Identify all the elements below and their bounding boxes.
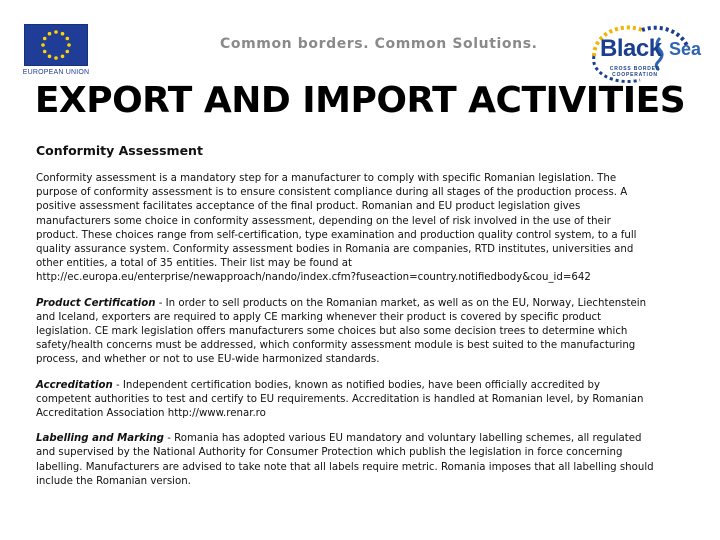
paragraph-accreditation <box>36 379 656 422</box>
eu-stars-icon <box>25 25 87 65</box>
slide-title: EXPORT AND IMPORT ACTIVITIES <box>34 80 686 121</box>
paragraph-labelling <box>36 432 656 489</box>
paragraph-body: - In order to sell products on the Romanian market, as well as on the EU, Norway, Liechtenstein and Iceland, exporters are required to apply CE marking whenever their product is covered by specific product legislation. CE mark legislation offers manufacturers some choices but also some decision trees to determine which safety/health concerns must be addressed, which conformity assessment module is best suited to the manufacturing process, and whether or not to use EU-wide harmonized standards. <box>36 297 647 366</box>
black-sea-word-sea: Sea <box>669 39 702 59</box>
paragraph-lead: Accreditation <box>36 379 113 391</box>
slide-header <box>0 0 720 85</box>
paragraph-lead: Product Certification <box>36 297 156 309</box>
section-subtitle: Conformity Assessment <box>36 143 203 158</box>
paragraph-body: - Romania has adopted various EU mandatory and voluntary labelling schemes, all regulated and supervised by the National Authority for Consumer Protection which publish the legislation in force concerning labelling. Manufacturers are advised to take note that all labels require metric. Romania imposes that all labelling should include the Romanian version. <box>36 433 654 487</box>
black-sea-subtitle-line1: CROSS BORDER <box>609 66 661 72</box>
paragraph-lead: Labelling and Marking <box>36 433 164 445</box>
paragraph-product-certification <box>36 297 656 368</box>
black-sea-word-black: Black <box>600 35 662 62</box>
tagline: Common borders. Common Solutions. <box>220 36 538 52</box>
black-sea-subtitle-line2: COOPERATION <box>612 72 658 78</box>
slide-content <box>36 143 656 500</box>
paragraph-body: Conformity assessment is a mandatory step for a manufacturer to comply with specific Romanian legislation. The purpose of conformity assessment is to ensure consistent compliance during all stages of the production process. A positive assessment facilitates acceptance of the final product. Romanian and EU product legislation gives manufacturers some choice in conformity assessment, depending on the level of risk involved in the use of their product. These choices range from self-certification, type examination and production quality control system, to a full quality assurance system. Conformity assessment bodies in Romania are companies, RTD institutes, universities and other entities, a total of 35 entities. Their list may be found at http://ec.europa.eu/enterprise/newapproach/nando/index.cfm?fuseaction=country.notifiedbody&cou_id=642 <box>36 173 637 284</box>
eu-logo-caption: EUROPEAN UNION <box>22 69 90 76</box>
paragraph-conformity <box>36 172 656 286</box>
paragraph-body: - Independent certification bodies, known as notified bodies, have been officially accredited by competent authorities to test and certify to EU requirements. Accreditation is handled at Romanian level, by Romanian Accreditation Association http://www.renar.ro <box>36 379 644 420</box>
eu-flag-logo <box>24 24 88 66</box>
black-sea-logo <box>580 22 710 84</box>
black-sea-subtitle <box>602 66 668 78</box>
